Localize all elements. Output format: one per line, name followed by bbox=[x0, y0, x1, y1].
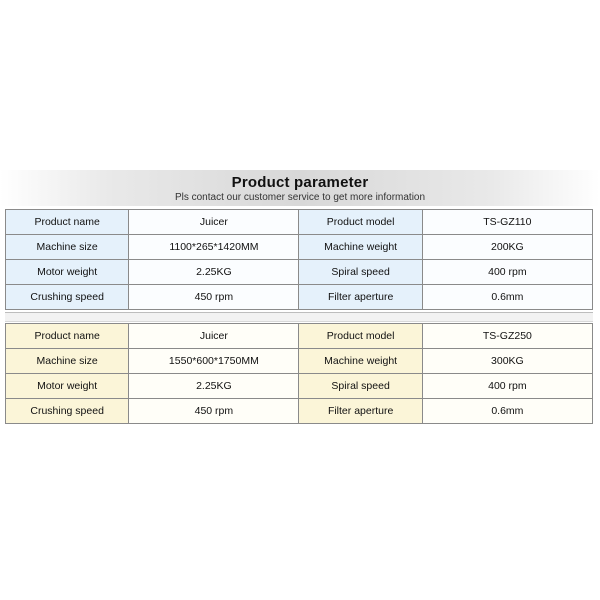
value-cell: 2.25KG bbox=[129, 374, 299, 399]
label-cell: Product name bbox=[6, 324, 129, 349]
label-cell: Machine size bbox=[6, 235, 129, 260]
value-cell: 450 rpm bbox=[129, 399, 299, 424]
value-cell: 450 rpm bbox=[129, 285, 299, 310]
page-subtitle: Pls contact our customer service to get more information bbox=[174, 192, 426, 203]
value-cell: 2.25KG bbox=[129, 260, 299, 285]
label-cell: Spiral speed bbox=[299, 374, 422, 399]
value-cell: 200KG bbox=[422, 235, 592, 260]
value-cell: 1100*265*1420MM bbox=[129, 235, 299, 260]
table-divider bbox=[5, 312, 593, 322]
value-cell: 400 rpm bbox=[422, 260, 592, 285]
label-cell: Product model bbox=[299, 210, 422, 235]
value-cell: Juicer bbox=[129, 324, 299, 349]
label-cell: Filter aperture bbox=[299, 285, 422, 310]
value-cell: TS-GZ250 bbox=[422, 324, 592, 349]
label-cell: Crushing speed bbox=[6, 285, 129, 310]
label-cell: Machine size bbox=[6, 349, 129, 374]
page-title: Product parameter bbox=[231, 174, 369, 191]
value-cell: 0.6mm bbox=[422, 285, 592, 310]
label-cell: Machine weight bbox=[299, 235, 422, 260]
value-cell: Juicer bbox=[129, 210, 299, 235]
value-cell: 0.6mm bbox=[422, 399, 592, 424]
label-cell: Motor weight bbox=[6, 374, 129, 399]
label-cell: Machine weight bbox=[299, 349, 422, 374]
label-cell: Product name bbox=[6, 210, 129, 235]
table-row bbox=[6, 285, 593, 310]
table-row bbox=[6, 260, 593, 285]
table-row bbox=[6, 235, 593, 260]
label-cell: Motor weight bbox=[6, 260, 129, 285]
value-cell: 300KG bbox=[422, 349, 592, 374]
value-cell: TS-GZ110 bbox=[422, 210, 592, 235]
label-cell: Filter aperture bbox=[299, 399, 422, 424]
label-cell: Spiral speed bbox=[299, 260, 422, 285]
label-cell: Product model bbox=[299, 324, 422, 349]
value-cell: 1550*600*1750MM bbox=[129, 349, 299, 374]
spec-table-ts-gz110 bbox=[5, 209, 593, 310]
table-row bbox=[6, 324, 593, 349]
spec-table-ts-gz250 bbox=[5, 323, 593, 424]
table-row bbox=[6, 399, 593, 424]
table-row bbox=[6, 349, 593, 374]
table-row bbox=[6, 374, 593, 399]
table-row bbox=[6, 210, 593, 235]
label-cell: Crushing speed bbox=[6, 399, 129, 424]
value-cell: 400 rpm bbox=[422, 374, 592, 399]
